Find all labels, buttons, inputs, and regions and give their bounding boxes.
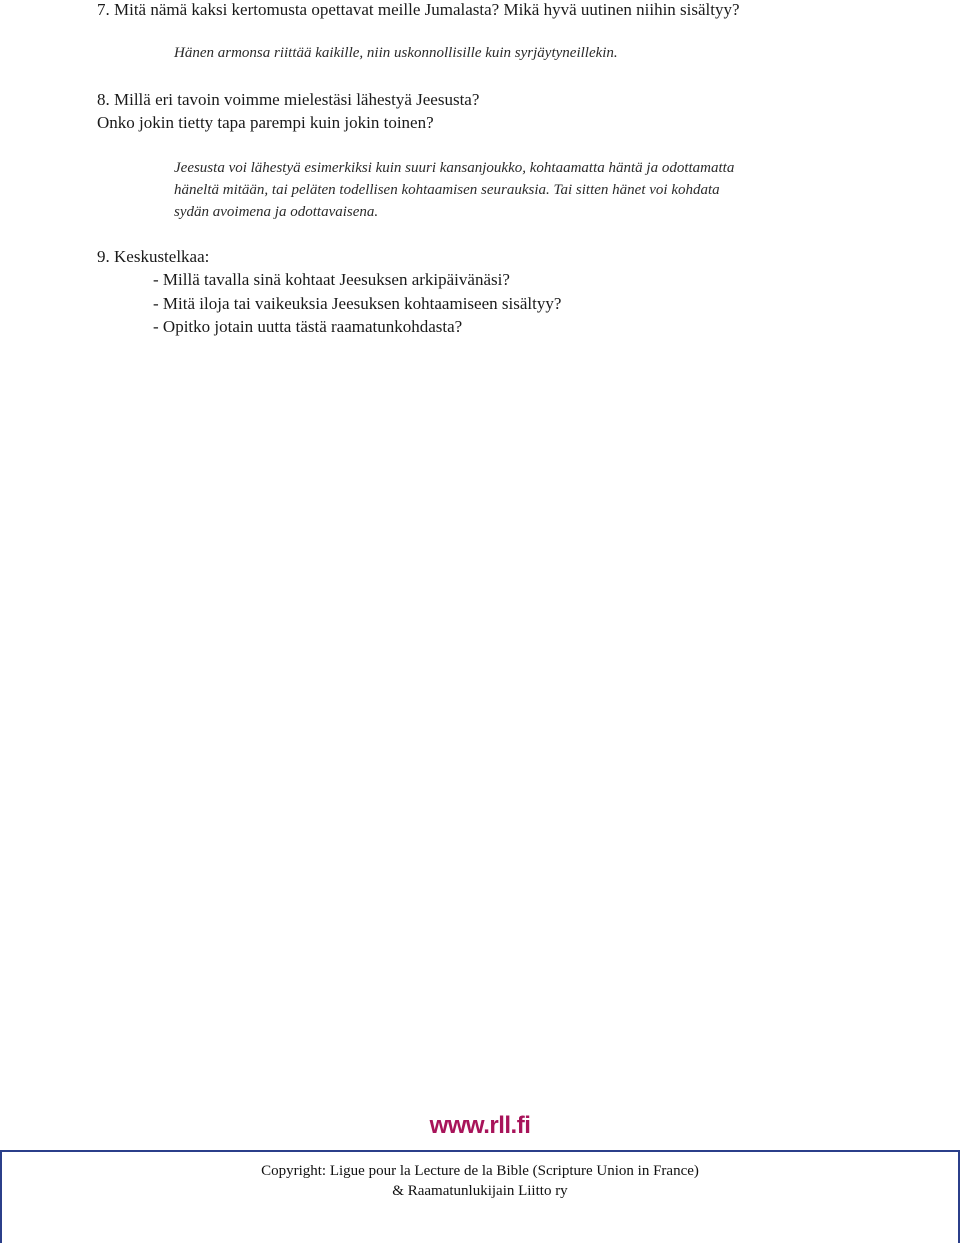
discussion-item: - Opitko jotain uutta tästä raamatunkohdasta? [153,317,463,336]
copyright-line: Copyright: Ligue pour la Lecture de la Bible (Scripture Union in France) [261,1163,699,1179]
question-8-text-line1: 8. Millä eri tavoin voimme mielestäsi lähestyä Jeesusta? [97,90,480,109]
question-8-text-line2: Onko jokin tietty tapa parempi kuin jokin toinen? [97,113,434,132]
footer-divider [0,1150,960,1152]
question-8-answer-line: Jeesusta voi lähestyä esimerkiksi kuin suuri kansanjoukko, kohtaamatta häntä ja odottamatta [174,160,735,176]
question-9-heading: 9. Keskustelkaa: [97,247,210,266]
question-8-answer-line: häneltä mitään, tai peläten todellisen kohtaamisen seurauksia. Tai sitten hänet voi kohdata [174,182,720,198]
question-7-text: 7. Mitä nämä kaksi kertomusta opettavat meille Jumalasta? Mikä hyvä uutinen niihin sisältyy? [97,0,740,19]
discussion-item: - Mitä iloja tai vaikeuksia Jeesuksen kohtaamiseen sisältyy? [153,294,562,313]
discussion-item: - Millä tavalla sinä kohtaat Jeesuksen arkipäivänäsi? [153,270,510,289]
website-link[interactable]: www.rll.fi [429,1112,531,1139]
question-8-answer-line: sydän avoimena ja odottavaisena. [174,204,379,220]
copyright-line: & Raamatunlukijain Liitto ry [392,1183,568,1199]
question-7-answer: Hänen armonsa riittää kaikille, niin uskonnollisille kuin syrjäytyneillekin. [174,45,618,61]
